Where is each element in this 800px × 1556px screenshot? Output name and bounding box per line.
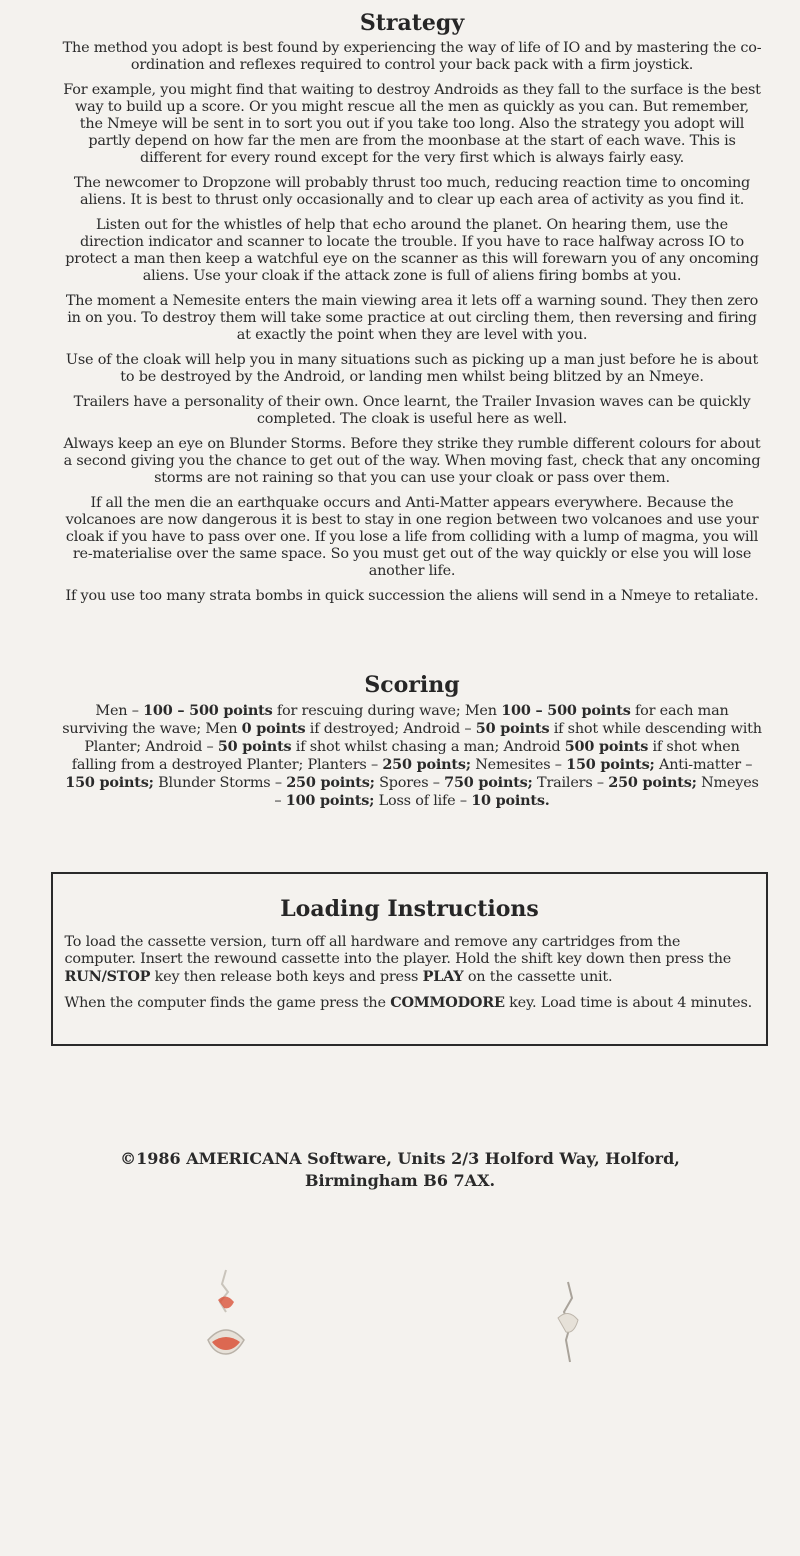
- points-value: 50 points: [475, 720, 550, 737]
- copyright-notice: [100, 1148, 700, 1192]
- points-value: 100 – 500 points: [501, 702, 631, 719]
- points-value: 10 points.: [471, 792, 550, 809]
- scoring-item-text: for rescuing during wave; Men: [272, 703, 502, 719]
- points-value: 0 points: [241, 720, 306, 737]
- strategy-paragraph: The method you adopt is best found by experiencing the way of life of IO and by mastering the co-ordination and reflexes required to control your back pack with a firm joystick.: [62, 40, 762, 73]
- strategy-paragraph: Trailers have a personality of their own. Once learnt, the Trailer Invasion waves can be quickly completed. The cloak is useful here as well.: [73, 394, 751, 427]
- loading-text: To load the cassette version, turn off all hardware and remove any cartridges from the computer. Insert the rewound cassette into the player. Hold the shift key down then press the: [64, 934, 732, 967]
- play-key: PLAY: [422, 968, 464, 985]
- strategy-paragraph: Use of the cloak will help you in many situations such as picking up a man just before he is about to be destroyed by the Android, or landing men whilst being blitzed by an Nmeye.: [65, 352, 759, 385]
- strategy-paragraph: Always keep an eye on Blunder Storms. Before they strike they rumble different colours for about a second giving you the chance to get out of the way. When moving fast, check that any oncoming storms are not raining so that you can use your cloak or pass over them.: [63, 436, 761, 486]
- points-value: 250 points;: [608, 774, 697, 791]
- paper-crease-mark: [548, 1278, 588, 1378]
- scoring-item-text: if shot whilst chasing a man; Android: [291, 739, 565, 755]
- commodore-key: COMMODORE: [390, 994, 505, 1011]
- strategy-paragraph: If you use too many strata bombs in quick succession the aliens will send in a Nmeye to retaliate.: [65, 588, 759, 604]
- strategy-paragraph: For example, you might find that waiting to destroy Androids as they fall to the surface is the best way to build up a score. Or you might rescue all the men as quickly as you can. But remember, the Nmeye will be sent in to sort you out if you take too long. Also the strategy you adopt will partly depend on how far the men are from the moonbase at the start of each wave. This is different for every round except for the very first which is always fairly easy.: [63, 82, 761, 166]
- scoring-item-text: for each man surviving the wave; Men: [62, 703, 729, 737]
- scoring-item-text: Men –: [95, 703, 144, 719]
- points-value: 100 points;: [285, 792, 375, 809]
- points-value: 150 points;: [65, 774, 154, 791]
- strategy-paragraph: If all the men die an earthquake occurs and Anti-Matter appears everywhere. Because the volcanoes are now dangerous it is best to stay in one region between two volcanoes and use your cloak if you have to pass over one. If you lose a life from colliding with a lump of magma, you will re-materialise over the same space. So you must get out of the way quickly or else you will lose another life.: [65, 495, 759, 579]
- loading-paragraph-commodore: [65, 994, 755, 1012]
- scoring-item-text: if shot while descending with Planter; Android –: [84, 721, 762, 755]
- strategy-title: Strategy: [359, 10, 465, 36]
- scoring-item-text: Loss of life –: [374, 793, 472, 809]
- scoring-title: Scoring: [364, 672, 460, 698]
- loading-title: Loading Instructions: [280, 896, 539, 922]
- scoring-item-text: Spores –: [374, 775, 445, 791]
- paper-stain-mark: [196, 1262, 256, 1372]
- scoring-section: [62, 672, 762, 818]
- loading-text: When the computer finds the game press the: [64, 995, 391, 1011]
- points-value: 750 points;: [444, 774, 533, 791]
- points-value: 100 – 500 points: [143, 702, 273, 719]
- copyright-line: Birmingham B6 7AX.: [304, 1171, 496, 1190]
- scoring-item-text: if shot when falling from a destroyed Planter; Planters –: [71, 739, 740, 773]
- loading-instructions-box: [51, 872, 768, 1046]
- strategy-paragraph: The newcomer to Dropzone will probably thrust too much, reducing reaction time to oncoming aliens. It is best to thrust only occasionally and to clear up each area of activity as you find it.: [73, 175, 751, 208]
- scoring-item-text: if destroyed; Android –: [305, 721, 476, 737]
- loading-text: key. Load time is about 4 minutes.: [504, 995, 753, 1011]
- scoring-item-text: Anti-matter –: [654, 757, 753, 773]
- points-value: 250 points;: [286, 774, 375, 791]
- points-value: 250 points;: [382, 756, 471, 773]
- scoring-item-text: Blunder Storms –: [153, 775, 287, 791]
- copyright-line: ©1986 AMERICANA Software, Units 2/3 Holford Way, Holford,: [120, 1149, 680, 1168]
- strategy-paragraph: Listen out for the whistles of help that echo around the planet. On hearing them, use the direction indicator and scanner to locate the trouble. If you have to race halfway across IO to protect a man then keep a watchful eye on the scanner as this will forewarn you of any oncoming aliens. Use your cloak if the attack zone is full of aliens firing bombs at you.: [65, 217, 759, 284]
- points-value: 150 points;: [566, 756, 655, 773]
- loading-text: on the cassette unit.: [463, 969, 613, 985]
- run-stop-key: RUN/STOP: [64, 968, 151, 985]
- points-value: 50 points: [217, 738, 292, 755]
- scoring-item-text: Nemesites –: [470, 757, 567, 773]
- strategy-section: [62, 10, 762, 613]
- strategy-paragraph: The moment a Nemesite enters the main viewing area it lets off a warning sound. They then zero in on you. To destroy them will take some practice at out circling them, then reversing and firing at exactly the point when they are level with you.: [65, 293, 759, 343]
- scoring-item-text: Nmeyes –: [274, 775, 759, 809]
- loading-text: key then release both keys and press: [150, 969, 423, 985]
- loading-paragraph-cassette: [65, 934, 755, 986]
- points-value: 500 points: [564, 738, 649, 755]
- scoring-text: [62, 702, 762, 810]
- scoring-item-text: Trailers –: [532, 775, 609, 791]
